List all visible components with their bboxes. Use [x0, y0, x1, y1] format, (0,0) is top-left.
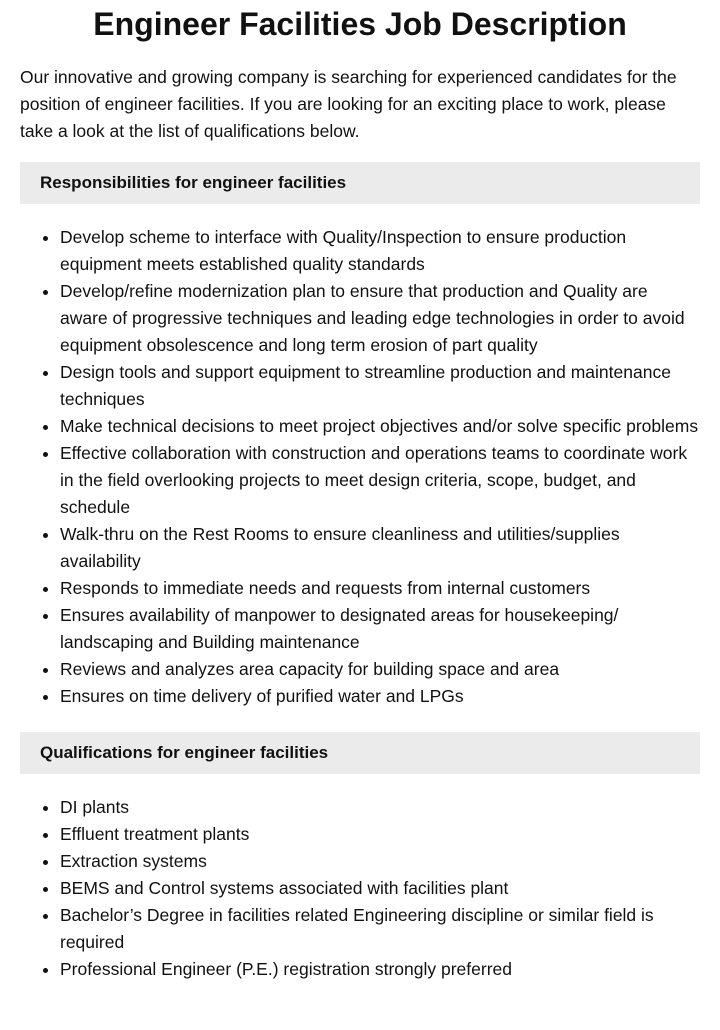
- qualifications-heading: Qualifications for engineer facilities: [20, 732, 700, 774]
- list-item: • Effective collaboration with construction and operations teams to coordinate work in the field overlooking projects to meet design criteria, scope, budget, and schedule: [60, 440, 700, 521]
- list-item: • Responds to immediate needs and requests from internal customers: [60, 575, 700, 602]
- list-item: • Ensures availability of manpower to designated areas for housekeeping/ landscaping and Building maintenance: [60, 602, 700, 656]
- page-title: Engineer Facilities Job Description: [93, 6, 627, 42]
- list-item: • Develop scheme to interface with Quality/Inspection to ensure production equipment meets established quality standards: [60, 224, 700, 278]
- list-item: • Extraction systems: [60, 848, 700, 875]
- responsibilities-list: [20, 224, 700, 710]
- list-item: • Effluent treatment plants: [60, 821, 700, 848]
- list-item: • Develop/refine modernization plan to ensure that production and Quality are aware of progressive techniques and leading edge technologies in order to avoid equipment obsolescence and long term erosion of part quality: [60, 278, 700, 359]
- qualifications-list: [20, 794, 700, 983]
- list-item: • Design tools and support equipment to streamline production and maintenance techniques: [60, 359, 700, 413]
- responsibilities-heading: Responsibilities for engineer facilities: [20, 162, 700, 204]
- list-item: • Reviews and analyzes area capacity for building space and area: [60, 656, 700, 683]
- intro-paragraph: Our innovative and growing company is searching for experienced candidates for the position of engineer facilities. If you are looking for an exciting place to work, please take a look at the list of qualifications below.: [20, 67, 677, 141]
- list-item: • DI plants: [60, 794, 700, 821]
- list-item: • Ensures on time delivery of purified water and LPGs: [60, 683, 700, 710]
- list-item: • Bachelor’s Degree in facilities related Engineering discipline or similar field is required: [60, 902, 700, 956]
- list-item: • Walk-thru on the Rest Rooms to ensure cleanliness and utilities/supplies availability: [60, 521, 700, 575]
- list-item: • Professional Engineer (P.E.) registration strongly preferred: [60, 956, 700, 983]
- list-item: • Make technical decisions to meet project objectives and/or solve specific problems: [60, 413, 700, 440]
- list-item: • BEMS and Control systems associated with facilities plant: [60, 875, 700, 902]
